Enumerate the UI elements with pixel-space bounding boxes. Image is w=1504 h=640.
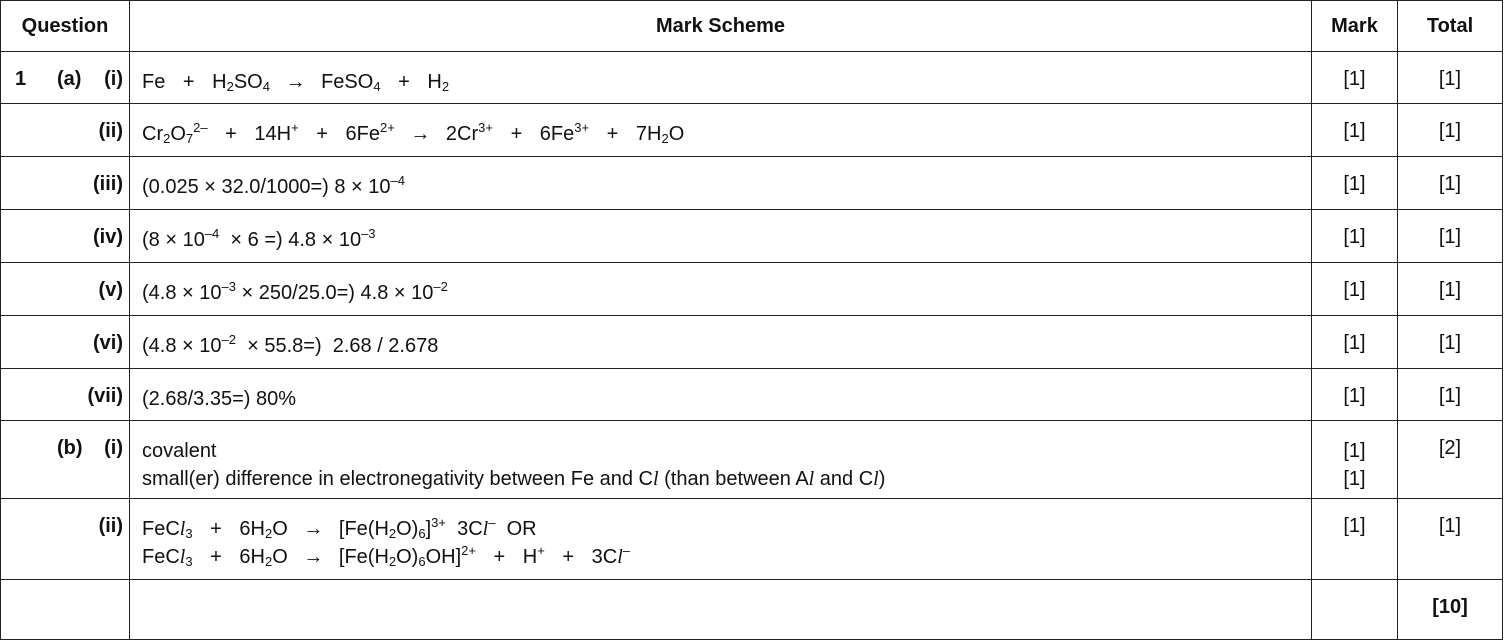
mark-value: [1] [1343,440,1366,462]
table-row [1,421,1503,499]
total-cell: [1] [1398,52,1503,104]
mark-cell: [1] [1312,369,1398,421]
scheme-text: ($8 \times 10^{-4} \times 6$ =) $4.8 \times 10^{-3}$ [142,226,376,251]
scheme-cell [130,157,1312,210]
scheme-line: small(er) difference in electronegativity between Fe and Cl (than between Al and Cl) [142,468,886,490]
table-row [1,157,1503,210]
scheme-cell [130,369,1312,421]
equation: $Cr_2O_7^{2-} + 14H^+ + 6Fe^{2+} \to 2Cr^{3+} + 6Fe^{3+} + 7H_2O$ [142,120,685,146]
scheme-cell [130,499,1312,580]
total-cell: [1] [1398,210,1503,263]
table-row [1,263,1503,316]
question-cell [1,104,130,157]
total-cell: [1] [1398,316,1503,369]
scheme-cell [130,316,1312,369]
mark-cell: [1] [1312,263,1398,316]
table-row [1,316,1503,369]
question-cell [1,52,130,104]
header-mark: Mark [1312,1,1398,52]
scheme-line: covalent [142,440,217,462]
subpart-label: (i) [104,68,123,90]
table-row [1,52,1503,104]
header-row [1,1,1503,52]
mark-cell: [1] [1312,52,1398,104]
scheme-text: $(4.8 \times 10^{-2} \times 55.8=)$ 2.68 / 2.678 [142,332,439,357]
subpart-label: (i) [104,437,123,459]
scheme-text: (0.025 × 32.0/1000=) $8 \times 10^{-4}$ [142,173,406,198]
subpart-label: (ii) [98,120,123,142]
question-cell [1,421,130,499]
table-row [1,210,1503,263]
question-cell [1,316,130,369]
total-cell: [1] [1398,104,1503,157]
subpart-label: (vi) [93,332,123,354]
table-row [1,104,1503,157]
table-row [1,369,1503,421]
subpart-label: (ii) [98,515,123,537]
header-total: Total [1398,1,1503,52]
or-label: OR [506,518,537,540]
total-cell: [1] [1398,263,1503,316]
subpart-label: (iii) [93,173,123,195]
header-mark-scheme: Mark Scheme [130,1,1312,52]
subpart-label: (v) [98,279,123,301]
empty-cell [130,580,1312,640]
scheme-text: $(4.8 \times 10^{-3} \times 250/25.0=)$ $4.8 \times 10^{-2}$ [142,279,448,304]
equation: FeCl$_3$ + $6H_2O \to [Fe(H_2O)_6OH]^{2+} + H^+ + 3Cl^-$ [142,543,630,569]
scheme-cell [130,104,1312,157]
mark-cell: [1] [1312,104,1398,157]
mark-cell: [1] [1312,157,1398,210]
scheme-cell [130,52,1312,104]
question-number: 1 [15,68,27,90]
subpart-label: (iv) [93,226,123,248]
scheme-cell [130,263,1312,316]
part-label: (b) [57,437,83,459]
question-cell [1,499,130,580]
grand-total: [10] [1398,580,1503,640]
table-row [1,499,1503,580]
subpart-label: (vii) [87,385,123,407]
mark-value: [1] [1343,468,1366,490]
question-cell [1,263,130,316]
scheme-text: (2.68/3.35=) 80% [142,388,296,410]
scheme-cell [130,210,1312,263]
empty-cell [1,580,130,640]
header-question: Question [1,1,130,52]
mark-cell: [1] [1312,499,1398,580]
scheme-cell [130,421,1312,499]
question-cell [1,157,130,210]
question-cell [1,210,130,263]
total-cell: [1] [1398,157,1503,210]
total-cell: [1] [1398,369,1503,421]
total-cell: [1] [1398,499,1503,580]
total-row [1,580,1503,640]
equation: $Fe + H_2SO_4$ → FeSO$_4$ + $H_2$ [142,71,450,94]
part-label: (a) [57,68,82,90]
total-cell: [2] [1398,421,1503,499]
equation: FeCl$_3$ + $6H_2O \to [Fe(H_2O)_6]^{3+}$ 3Cl– OR [142,515,537,541]
mark-cell: [1] [1312,210,1398,263]
empty-cell [1312,580,1398,640]
mark-cell: [1] [1312,316,1398,369]
question-cell [1,369,130,421]
mark-cell [1312,421,1398,499]
